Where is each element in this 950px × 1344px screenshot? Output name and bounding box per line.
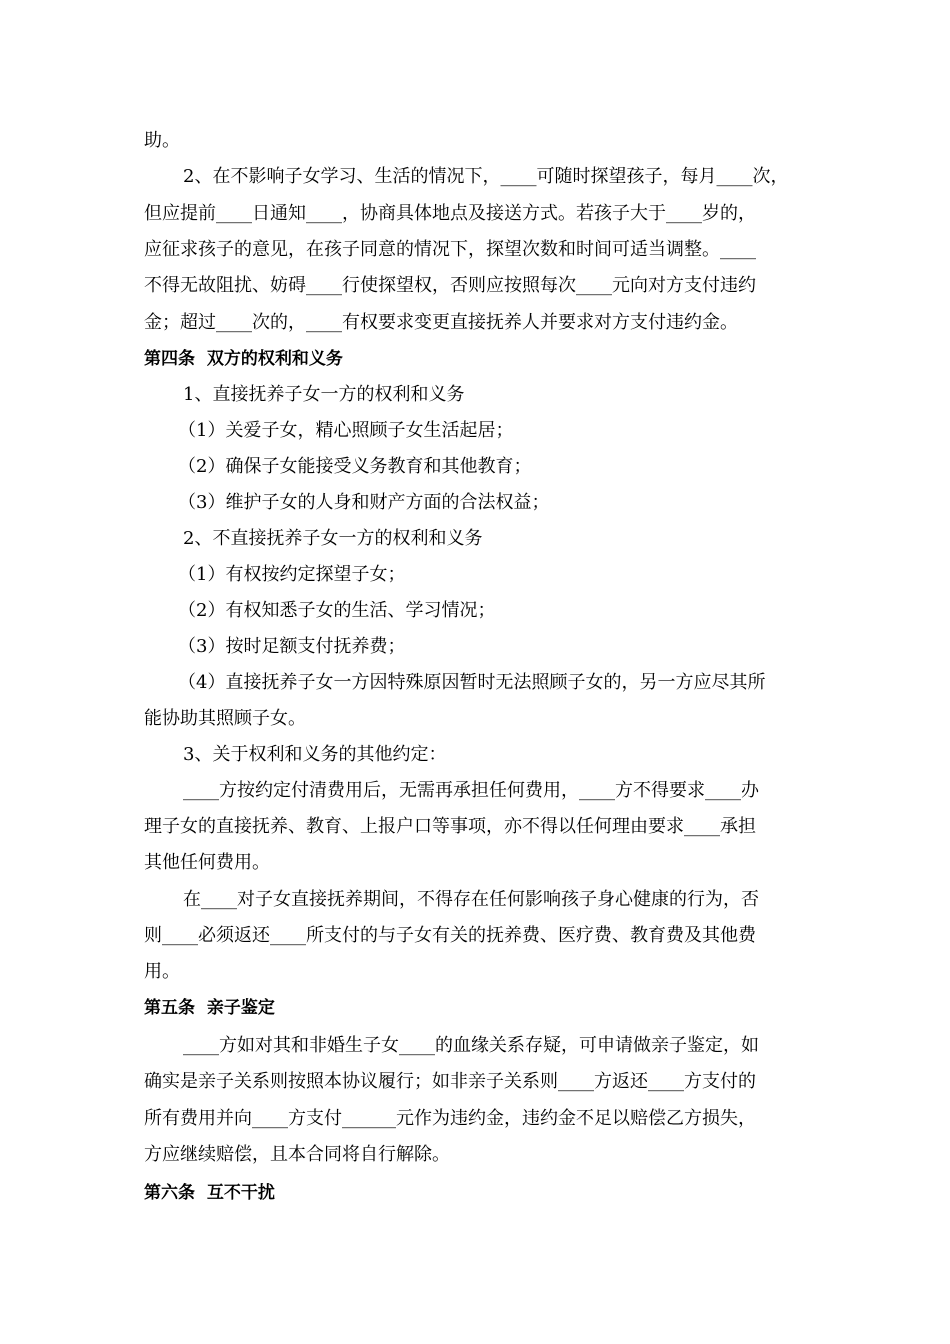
text-line: 1、直接抚养子女一方的权利和义务 (183, 384, 465, 405)
text-line: 但应提前____日通知____，协商具体地点及接送方式。若孩子大于____岁的， (144, 203, 756, 224)
text-line: 应征求孩子的意见，在孩子同意的情况下，探望次数和时间可适当调整。____ (144, 239, 756, 260)
section-heading: 第五条 亲子鉴定 (144, 998, 275, 1018)
text-line: 则____必须返还____所支付的与子女有关的抚养费、医疗费、教育费及其他费 (144, 925, 756, 946)
text-line: 其他任何费用。 (144, 852, 270, 873)
text-line: 不得无故阻扰、妨碍____行使探望权，否则应按照每次____元向对方支付违约 (144, 275, 756, 296)
text-line: 2、不直接抚养子女一方的权利和义务 (183, 528, 483, 549)
text-line: 所有费用并向____方支付______元作为违约金，违约金不足以赔偿乙方损失， (144, 1108, 756, 1129)
text-line: 助。 (144, 130, 180, 151)
text-line: （3）维护子女的人身和财产方面的合法权益； (178, 492, 550, 513)
text-line: 在____对子女直接抚养期间，不得存在任何影响孩子身心健康的行为，否 (183, 889, 759, 910)
text-line: （2）确保子女能接受义务教育和其他教育； (178, 456, 532, 477)
text-line: 3、关于权利和义务的其他约定： (183, 744, 447, 765)
text-line: （3）按时足额支付抚养费； (178, 636, 406, 657)
section-heading: 第四条 双方的权利和义务 (144, 349, 343, 369)
section-heading: 第六条 互不干扰 (144, 1183, 275, 1203)
text-line: （1）关爱子女，精心照顾子女生活起居； (178, 420, 514, 441)
text-line: ____方如对其和非婚生子女____的血缘关系存疑，可申请做亲子鉴定，如 (183, 1035, 759, 1056)
text-line: 方应继续赔偿，且本合同将自行解除。 (144, 1144, 450, 1165)
text-line: （4）直接抚养子女一方因特殊原因暂时无法照顾子女的，另一方应尽其所 (178, 672, 766, 693)
text-line: （2）有权知悉子女的生活、学习情况； (178, 600, 496, 621)
text-line: 能协助其照顾子女。 (144, 708, 306, 729)
text-line: ____方按约定付清费用后，无需再承担任何费用，____方不得要求____办 (183, 780, 759, 801)
text-line: 用。 (144, 961, 180, 982)
text-line: （1）有权按约定探望子女； (178, 564, 406, 585)
text-line: 金；超过____次的，____有权要求变更直接抚养人并要求对方支付违约金。 (144, 312, 738, 333)
text-line: 确实是亲子关系则按照本协议履行；如非亲子关系则____方返还____方支付的 (144, 1071, 756, 1092)
text-line: 2、在不影响子女学习、生活的情况下，____可随时探望孩子，每月____次， (183, 166, 789, 187)
text-line: 理子女的直接抚养、教育、上报户口等事项，亦不得以任何理由要求____承担 (144, 816, 756, 837)
